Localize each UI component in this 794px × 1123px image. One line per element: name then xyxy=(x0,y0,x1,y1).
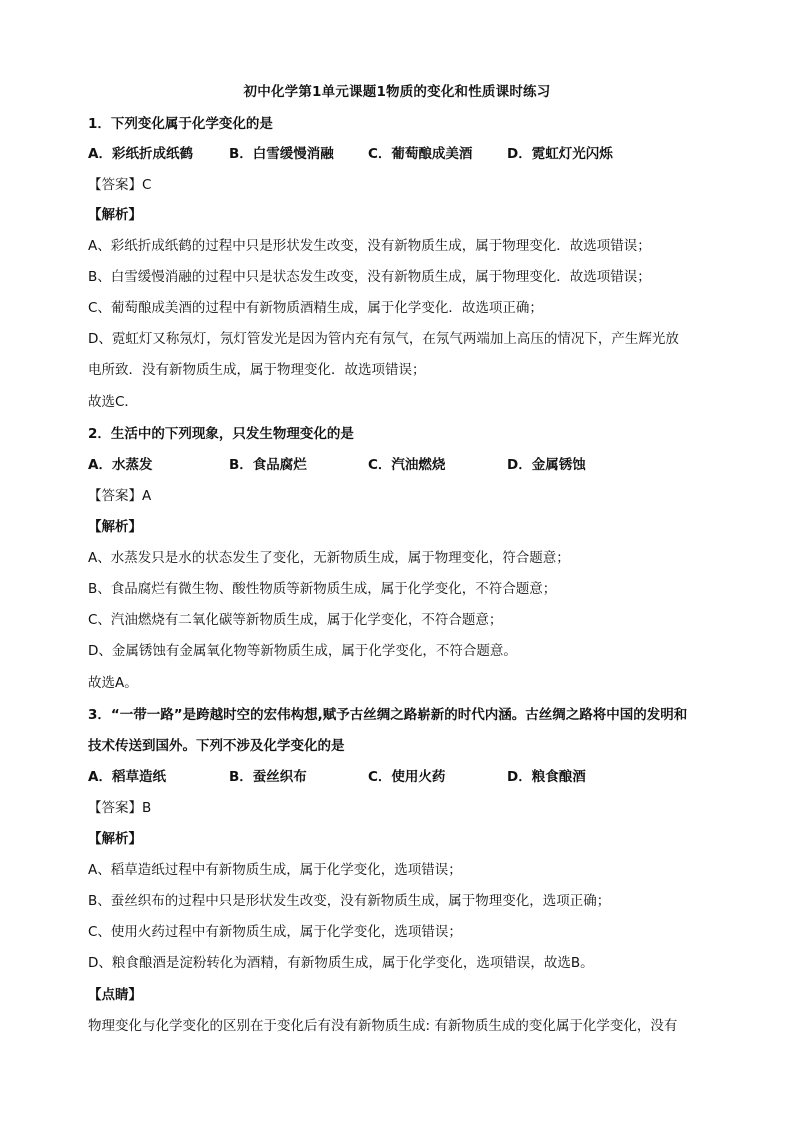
question-3-option-a: A．稻草造纸 xyxy=(88,769,166,785)
question-2-options xyxy=(88,455,708,475)
question-1-stem: 1．下列变化属于化学变化的是 xyxy=(88,116,273,132)
document-title: 初中化学第1单元课题1物质的变化和性质课时练习 xyxy=(243,84,551,100)
question-3-analysis-a: A、稻草造纸过程中有新物质生成，属于化学变化，选项错误； xyxy=(88,862,462,878)
question-1-analysis-d-line2: 电所致．没有新物质生成，属于物理变化．故选项错误； xyxy=(88,362,426,378)
question-2-analysis-b: B、食品腐烂有微生物、酸性物质等新物质生成，属于化学变化，不符合题意； xyxy=(88,581,557,597)
question-2-conclusion: 故选A。 xyxy=(88,675,138,691)
question-1-analysis-a: A、彩纸折成纸鹤的过程中只是形状发生改变，没有新物质生成，属于物理变化．故选项错误； xyxy=(88,238,651,254)
question-2-answer: 【答案】A xyxy=(88,488,152,504)
question-1-analysis-d-line1: D、霓虹灯又称氖灯，氖灯管发光是因为管内充有氖气，在氖气两端加上高压的情况下，产生辉光放 xyxy=(88,331,679,347)
question-3-tip-label: 【点睛】 xyxy=(88,987,142,1003)
question-1-option-d: D．霓虹灯光闪烁 xyxy=(507,146,613,162)
question-3-option-b: B．蚕丝织布 xyxy=(229,769,307,785)
question-3-option-d: D．粮食酿酒 xyxy=(507,769,586,785)
question-2-analysis-label: 【解析】 xyxy=(88,519,142,535)
question-1-options xyxy=(88,144,708,164)
question-1-option-c: C．葡萄酿成美酒 xyxy=(368,146,473,162)
question-3-analysis-b: B、蚕丝织布的过程中只是形状发生改变，没有新物质生成，属于物理变化，选项正确； xyxy=(88,893,611,909)
question-2-option-a: A．水蒸发 xyxy=(88,457,153,473)
question-2-stem: 2．生活中的下列现象，只发生物理变化的是 xyxy=(88,426,354,442)
question-3-options xyxy=(88,767,708,787)
question-1-answer: 【答案】C xyxy=(88,177,152,193)
question-3-analysis-label: 【解析】 xyxy=(88,831,142,847)
question-2-analysis-a: A、水蒸发只是水的状态发生了变化，无新物质生成，属于物理变化，符合题意； xyxy=(88,550,570,566)
question-3-answer: 【答案】B xyxy=(88,800,152,816)
question-2-option-d: D．金属锈蚀 xyxy=(507,457,586,473)
question-2-option-b: B．食品腐烂 xyxy=(229,457,307,473)
question-2-option-c: C．汽油燃烧 xyxy=(368,457,446,473)
question-2-analysis-d: D、金属锈蚀有金属氧化物等新物质生成，属于化学变化，不符合题意。 xyxy=(88,643,517,659)
question-3-analysis-c: C、使用火药过程中有新物质生成，属于化学变化，选项错误； xyxy=(88,924,462,940)
question-3-analysis-d: D、粮食酿酒是淀粉转化为酒精，有新物质生成，属于化学变化，选项错误，故选B。 xyxy=(88,955,594,971)
question-3-option-c: C．使用火药 xyxy=(368,769,446,785)
question-1-conclusion: 故选C． xyxy=(88,394,138,410)
question-1-analysis-c: C、葡萄酿成美酒的过程中有新物质酒精生成，属于化学变化．故选项正确； xyxy=(88,300,543,316)
question-1-analysis-b: B、白雪缓慢消融的过程中只是状态发生改变，没有新物质生成，属于物理变化．故选项错误； xyxy=(88,269,651,285)
question-1-analysis-label: 【解析】 xyxy=(88,207,142,223)
question-1-option-b: B．白雪缓慢消融 xyxy=(229,146,334,162)
question-1-option-a: A．彩纸折成纸鹤 xyxy=(88,146,193,162)
question-3-tip-text: 物理变化与化学变化的区别在于变化后有没有新物质生成: 有新物质生成的变化属于化学变化，没有 xyxy=(88,1018,678,1034)
question-2-analysis-c: C、汽油燃烧有二氧化碳等新物质生成，属于化学变化，不符合题意； xyxy=(88,612,503,628)
question-3-stem-line2: 技术传送到国外。下列不涉及化学变化的是 xyxy=(88,738,345,754)
question-3-stem-line1: 3．“一带一路”是跨越时空的宏伟构想,赋予古丝绸之路崭新的时代内涵。古丝绸之路将中国的发明和 xyxy=(88,707,688,723)
